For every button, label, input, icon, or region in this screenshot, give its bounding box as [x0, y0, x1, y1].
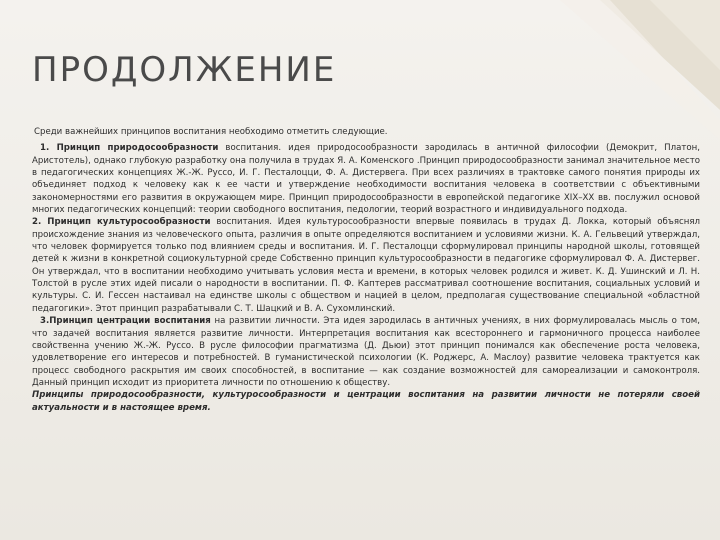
- slide-title: ПРОДОЛЖЕНИЕ: [32, 50, 337, 90]
- principle-2: [32, 216, 700, 315]
- principle-3: [32, 315, 700, 389]
- principle-1-text: воспитания. идея природосообразности зародилась в античной философии (Демокрит, Платон, Аристотель), однако глубокую разработку она получила в трудах Я. А. Коменского .Принцип природосообразности занимал значительное место в педагогических концепциях Ж.-Ж. Руссо, И. Г. Песталоцци, Ф. А. Дистервега. При всех различиях в трактовке самого понятия природы их объединяет подход к человеку как к ее части и утверждение необходимости воспитания человека в соответствии с объективными закономерностями его развития в окружающем мире. Принцип природосообразности в европейской педагогике XIX–XX вв. послужил основой многих педагогических концепций: теории свободного воспитания, педологии, теорий возрастного и индивидуального подхода.: [32, 143, 701, 216]
- principle-3-heading: 3.Принцип центрации воспитания: [40, 316, 211, 327]
- intro-text: Среди важнейших принципов воспитания необходимо отметить следующие.: [34, 127, 388, 137]
- principle-1-heading: 1. Принцип природосообразности: [40, 143, 219, 154]
- conclusion-text: Принципы природосообразности, культуросообразности и центрации воспитания на развитии личности не потеряли своей актуальности и в настоящее время.: [32, 390, 700, 413]
- slide-body: [32, 126, 700, 414]
- principle-2-text: воспитания. Идея культуросообразности впервые появилась в трудах Д. Локка, который объяснял происхождение знания из человеческого опыта, различия в опыте определяются воспитанием и условиями жизни. К. А. Гельвеций утверждал, что человек формируется только под влиянием среды и воспитания. И. Г. Песталоцци сформулировал принципы народной школы, готовящей детей к жизни в конкретной социокультурной среде Собственно принцип культуросообразности в педагогике сформулировал Ф. А. Дистервег. Он утверждал, что в воспитании необходимо учитывать условия места и времени, в которых человек родился и живет. К. Д. Ушинский и Л. Н. Толстой в русле этих идей писали о народности в воспитании. П. Ф. Каптерев рассматривал соотношение воспитания, социальных условий и культуры. С. И. Гессен настаивал на единстве школы с обществом и нацией в целом, предполагая существование специальной «областной педагогики». Этот принцип разрабатывали С. Т. Шацкий и В. А. Сухомлинский.: [32, 217, 700, 314]
- principle-1: [32, 142, 700, 216]
- principle-3-text: на развитии личности. Эта идея зародилась в античных учениях, в них формулировалась мысль о том, что задачей воспитания является развитие личности. Интерпретация воспитания как всестороннего и гармоничного процесса наиболее свойственна учению Ж.-Ж. Руссо. В русле философии прагматизма (Д. Дьюи) этот принцип понимался как обеспечение роста человека, удовлетворение его интересов и потребностей. В гуманистической психологии (К. Роджерс, А. Маслоу) развитие человека трактуется как процесс свободного раскрытия им своих способностей, в воспитание — как создание возможностей для самореализации и самоконтроля. Данный принцип исходит из приоритета личности по отношению к обществу.: [32, 316, 700, 388]
- principle-2-heading: 2. Принцип культуросообразности: [32, 217, 211, 228]
- corner-decoration: [540, 0, 720, 140]
